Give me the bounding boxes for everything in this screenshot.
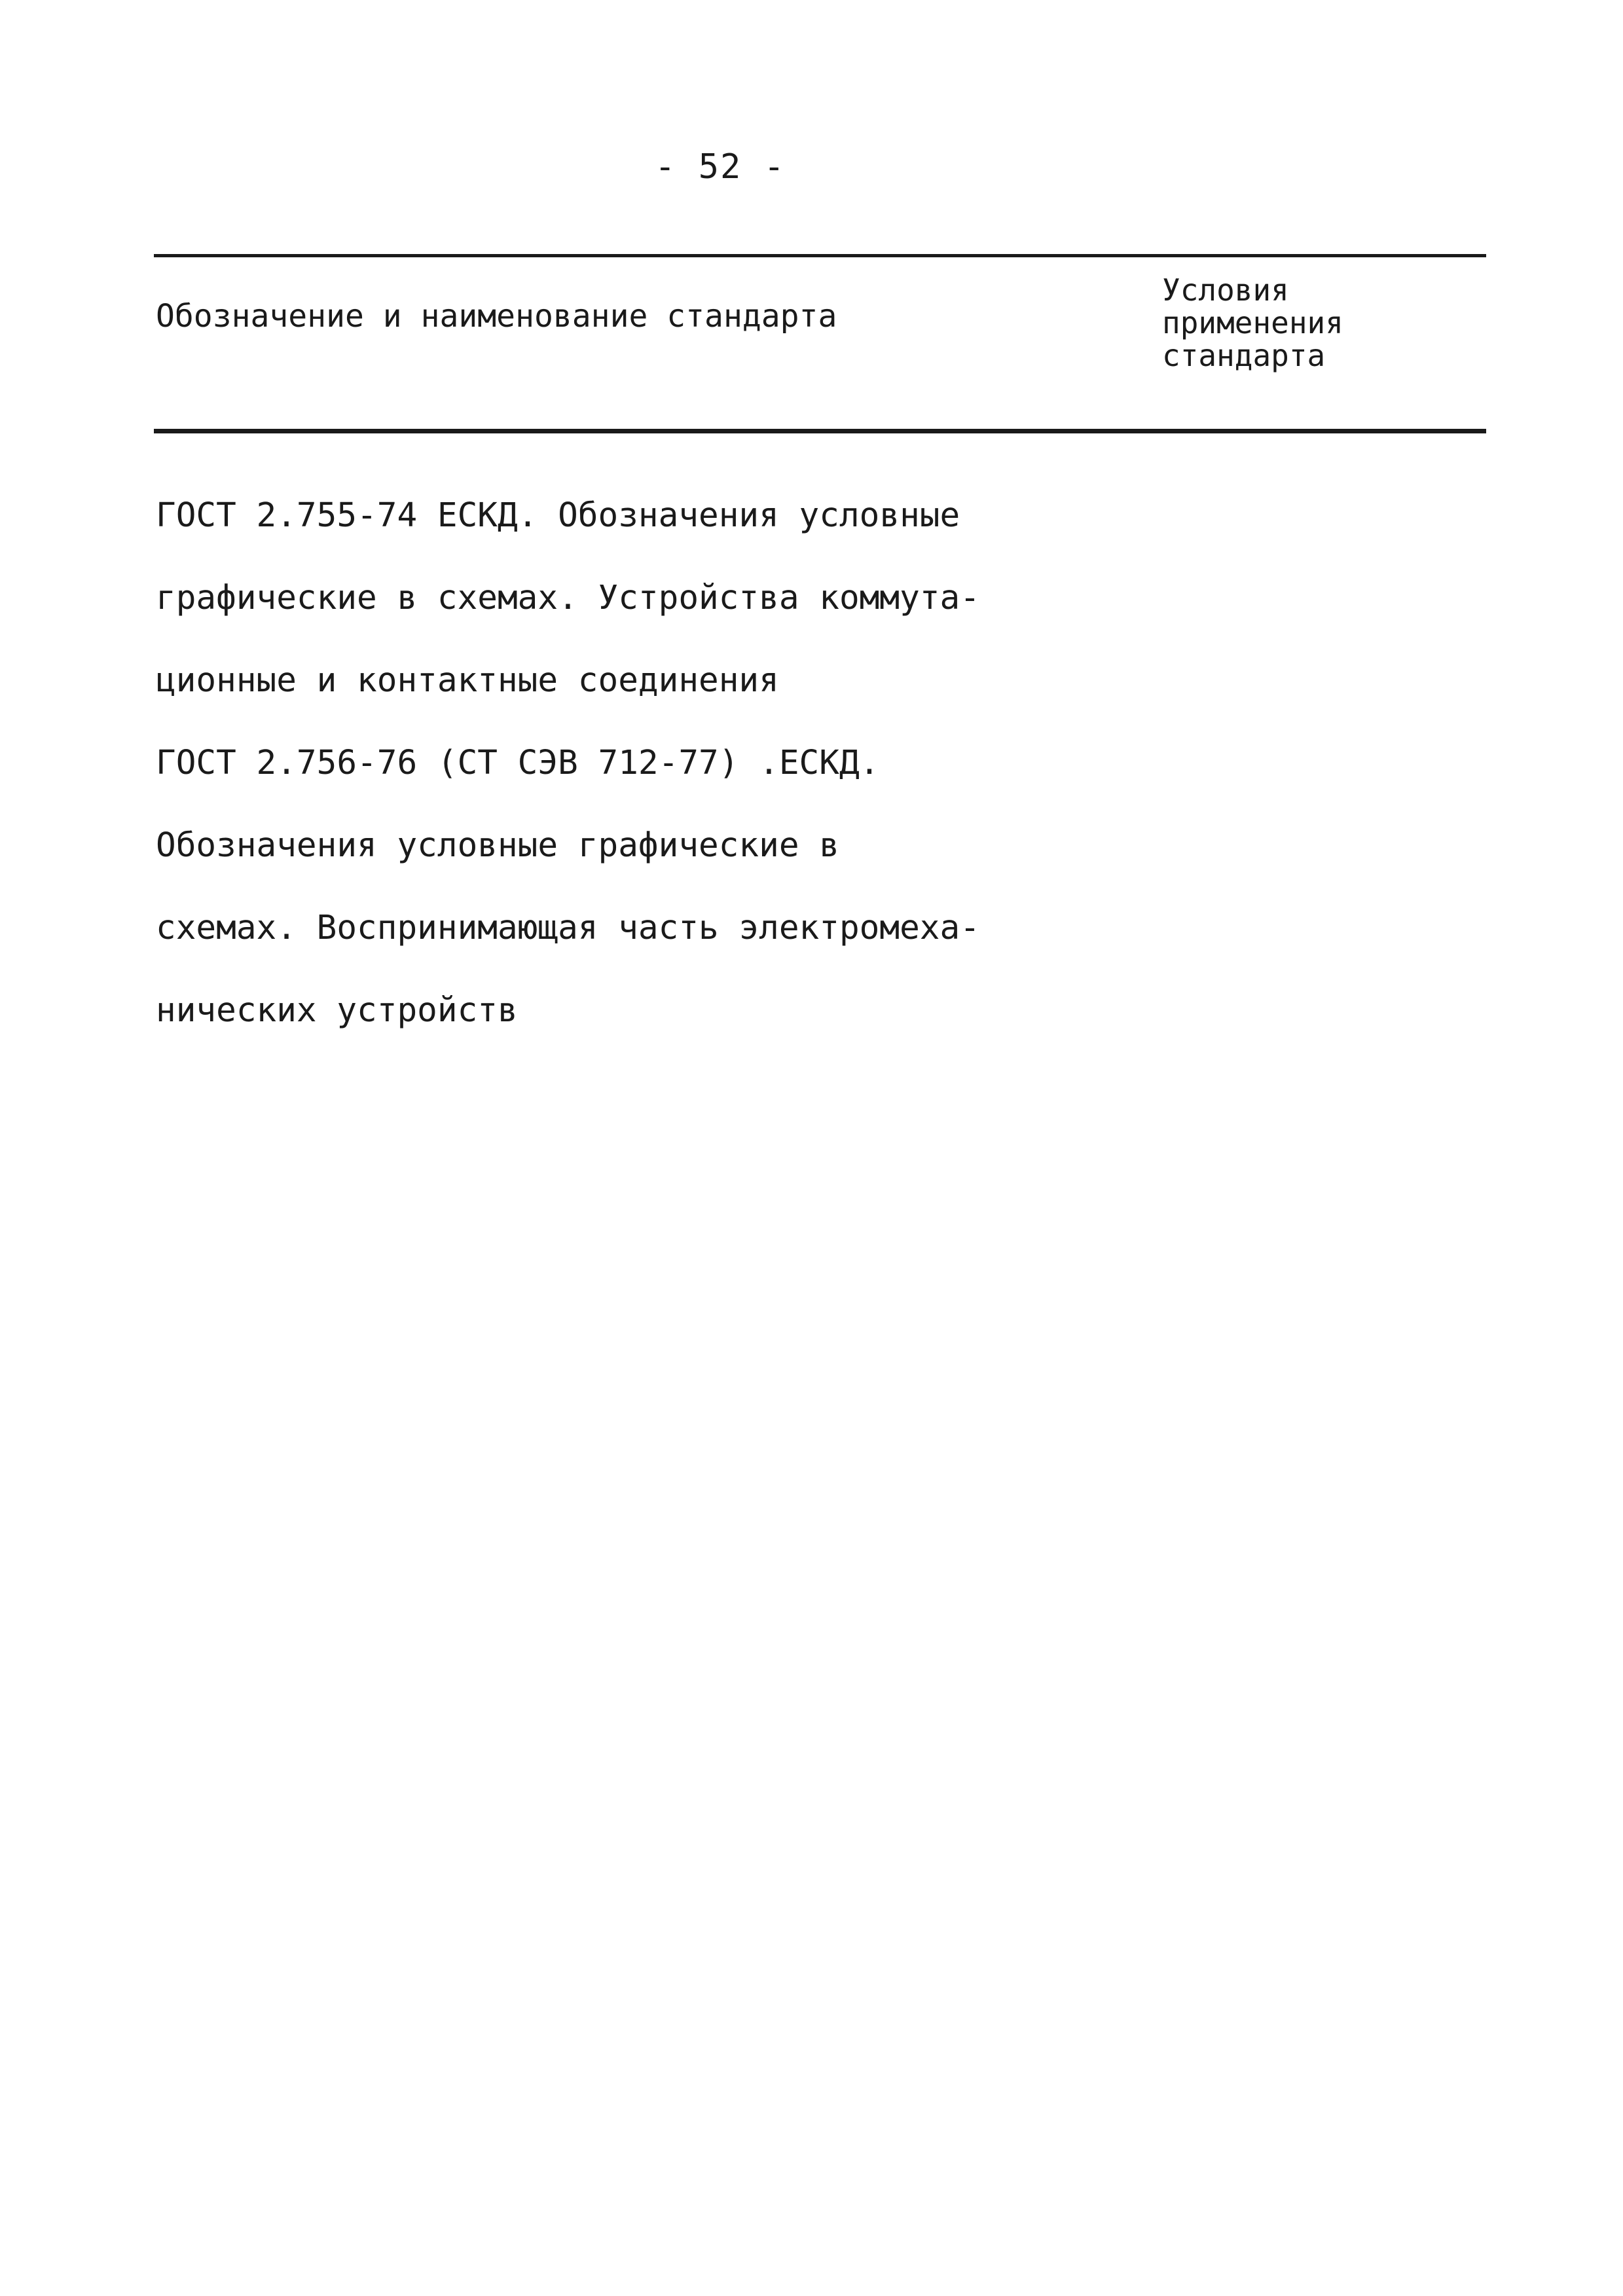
standard-text-line: ГОСТ 2.756-76 (СТ СЭВ 712-77) .ЕСКД. [156,744,880,782]
standard-text-line: схемах. Воспринимающая часть электромеха- [156,909,980,947]
table-top-rule [154,254,1486,257]
standard-text-line: графические в схемах. Устройства коммута- [156,579,980,617]
standard-text-line: ГОСТ 2.755-74 ЕСКД. Обозначения условные [156,496,960,535]
standards-list [156,475,1059,1052]
column-header-name: Обозначение и наименование стандарта [156,298,837,335]
column-header-conditions [1162,274,1343,372]
standard-text-line: нических устройств [156,991,518,1030]
column-header-conditions-line: стандарта [1162,338,1326,373]
standard-text-line: Обозначения условные графические в [156,826,839,865]
page-number: - 52 - [655,147,786,187]
column-header-conditions-line: Условия [1162,272,1289,308]
column-header-conditions-line: применения [1162,305,1343,340]
table-header-rule [154,429,1486,433]
standard-text-line: ционные и контактные соединения [156,661,779,700]
